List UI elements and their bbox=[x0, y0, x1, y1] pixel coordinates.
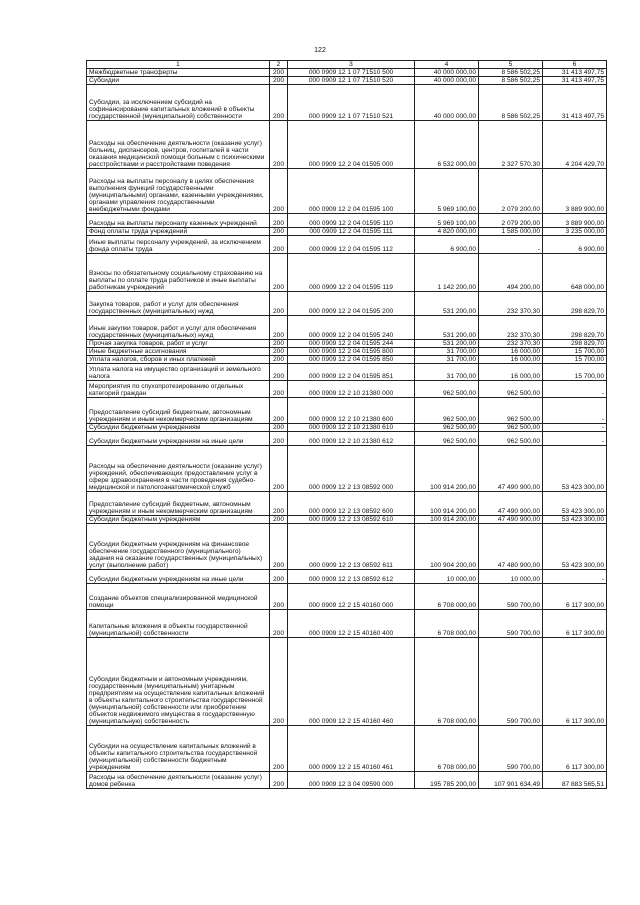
classification-code-cell: 000 0909 12 2 13 08592 611 bbox=[288, 524, 415, 570]
expense-name-cell: Предоставление субсидий бюджетным, автономным учреждениям и иным некоммерческим организациям bbox=[87, 398, 270, 424]
approved-amount-cell: 6 900,00 bbox=[415, 236, 479, 254]
executed-amount-cell: 47 480 900,00 bbox=[479, 524, 543, 570]
executed-amount-cell: 962 500,00 bbox=[479, 432, 543, 446]
approved-amount-cell: 10 000,00 bbox=[415, 570, 479, 584]
classification-code-cell: 000 0909 12 2 15 40160 000 bbox=[288, 584, 415, 610]
expense-name-cell: Субсидии bbox=[87, 77, 270, 85]
approved-amount-cell: 6 532 000,00 bbox=[415, 121, 479, 169]
table-row bbox=[87, 516, 607, 524]
column-header: 4 bbox=[415, 61, 479, 69]
table-row bbox=[87, 85, 607, 121]
executed-amount-cell: 16 000,00 bbox=[479, 356, 543, 364]
row-code-cell: 200 bbox=[270, 364, 288, 381]
row-code-cell: 200 bbox=[270, 348, 288, 356]
classification-code-cell: 000 0909 12 2 04 01595 800 bbox=[288, 348, 415, 356]
unexecuted-amount-cell: 87 883 565,51 bbox=[543, 772, 607, 789]
table-row bbox=[87, 432, 607, 446]
approved-amount-cell: 31 700,00 bbox=[415, 356, 479, 364]
approved-amount-cell: 6 708 000,00 bbox=[415, 638, 479, 726]
classification-code-cell: 000 0909 12 2 04 01595 100 bbox=[288, 169, 415, 214]
classification-code-cell: 000 0909 12 2 10 21380 000 bbox=[288, 381, 415, 398]
table-row bbox=[87, 254, 607, 292]
approved-amount-cell: 531 200,00 bbox=[415, 292, 479, 316]
classification-code-cell: 000 0909 12 2 13 08592 612 bbox=[288, 570, 415, 584]
executed-amount-cell: 10 000,00 bbox=[479, 570, 543, 584]
row-code-cell: 200 bbox=[270, 516, 288, 524]
executed-amount-cell: 8 586 502,25 bbox=[479, 77, 543, 85]
column-header: 3 bbox=[288, 61, 415, 69]
unexecuted-amount-cell: 6 117 300,00 bbox=[543, 638, 607, 726]
executed-amount-cell: 962 500,00 bbox=[479, 424, 543, 432]
unexecuted-amount-cell: 6 117 300,00 bbox=[543, 610, 607, 638]
table-body bbox=[87, 69, 607, 789]
executed-amount-cell: 16 000,00 bbox=[479, 364, 543, 381]
table-row bbox=[87, 236, 607, 254]
unexecuted-amount-cell: 298 829,70 bbox=[543, 292, 607, 316]
row-code-cell: 200 bbox=[270, 340, 288, 348]
executed-amount-cell: 1 585 000,00 bbox=[479, 228, 543, 236]
unexecuted-amount-cell: 15 700,00 bbox=[543, 364, 607, 381]
table-row bbox=[87, 446, 607, 492]
executed-amount-cell: 107 901 634,49 bbox=[479, 772, 543, 789]
expense-name-cell: Субсидии бюджетным учреждениям bbox=[87, 424, 270, 432]
expense-name-cell: Расходы на выплаты персоналу в целях обеспечения выполнения функций государственными (муниципальными) органами, казенными учреждениями, органами управления государственными внебюджетными фондами bbox=[87, 169, 270, 214]
classification-code-cell: 000 0909 12 2 04 01595 200 bbox=[288, 292, 415, 316]
approved-amount-cell: 962 500,00 bbox=[415, 381, 479, 398]
approved-amount-cell: 531 200,00 bbox=[415, 316, 479, 340]
approved-amount-cell: 1 142 200,00 bbox=[415, 254, 479, 292]
expense-name-cell: Субсидии, за исключением субсидий на софинансирование капитальных вложений в объекты государственной (муниципальной) собственности bbox=[87, 85, 270, 121]
row-code-cell: 200 bbox=[270, 77, 288, 85]
approved-amount-cell: 100 914 200,00 bbox=[415, 516, 479, 524]
unexecuted-amount-cell: 3 889 900,00 bbox=[543, 214, 607, 228]
table-row bbox=[87, 77, 607, 85]
table-row bbox=[87, 424, 607, 432]
approved-amount-cell: 6 708 000,00 bbox=[415, 610, 479, 638]
approved-amount-cell: 962 500,00 bbox=[415, 432, 479, 446]
executed-amount-cell: 16 000,00 bbox=[479, 348, 543, 356]
executed-amount-cell: 2 079 200,00 bbox=[479, 214, 543, 228]
classification-code-cell: 000 0909 12 2 10 21380 600 bbox=[288, 398, 415, 424]
column-header: 6 bbox=[543, 61, 607, 69]
executed-amount-cell: 47 490 900,00 bbox=[479, 446, 543, 492]
classification-code-cell: 000 0909 12 2 10 21380 612 bbox=[288, 432, 415, 446]
expense-name-cell: Расходы на обеспечение деятельности (оказание услуг) учреждений, обеспечивающих предоставление услуг в сфере здравоохранения в части проведения судебно-медицинской и патологоанатомической служб bbox=[87, 446, 270, 492]
approved-amount-cell: 40 000 000,00 bbox=[415, 85, 479, 121]
classification-code-cell: 000 0909 12 3 04 09590 000 bbox=[288, 772, 415, 789]
approved-amount-cell: 40 000 000,00 bbox=[415, 69, 479, 77]
unexecuted-amount-cell: 15 700,00 bbox=[543, 348, 607, 356]
classification-code-cell: 000 0909 12 2 13 08592 000 bbox=[288, 446, 415, 492]
executed-amount-cell: - bbox=[479, 236, 543, 254]
table-row bbox=[87, 398, 607, 424]
expense-name-cell: Субсидии бюджетным учреждениям bbox=[87, 516, 270, 524]
executed-amount-cell: 8 586 502,25 bbox=[479, 85, 543, 121]
expense-name-cell: Иные закупки товаров, работ и услуг для обеспечения государственных (муниципальных) нужд bbox=[87, 316, 270, 340]
approved-amount-cell: 6 708 000,00 bbox=[415, 726, 479, 772]
classification-code-cell: 000 0909 12 2 04 01595 112 bbox=[288, 236, 415, 254]
table-row bbox=[87, 610, 607, 638]
executed-amount-cell: 8 586 502,25 bbox=[479, 69, 543, 77]
row-code-cell: 200 bbox=[270, 228, 288, 236]
approved-amount-cell: 6 708 000,00 bbox=[415, 584, 479, 610]
table-row bbox=[87, 570, 607, 584]
table-header bbox=[87, 61, 607, 69]
row-code-cell: 200 bbox=[270, 121, 288, 169]
row-code-cell: 200 bbox=[270, 584, 288, 610]
unexecuted-amount-cell: - bbox=[543, 424, 607, 432]
table-row bbox=[87, 121, 607, 169]
unexecuted-amount-cell: 648 000,00 bbox=[543, 254, 607, 292]
executed-amount-cell: 590 700,00 bbox=[479, 638, 543, 726]
table-row bbox=[87, 638, 607, 726]
approved-amount-cell: 4 820 000,00 bbox=[415, 228, 479, 236]
table-row bbox=[87, 316, 607, 340]
table-row bbox=[87, 524, 607, 570]
row-code-cell: 200 bbox=[270, 316, 288, 340]
unexecuted-amount-cell: 31 413 497,75 bbox=[543, 69, 607, 77]
table-row bbox=[87, 169, 607, 214]
unexecuted-amount-cell: 6 117 300,00 bbox=[543, 726, 607, 772]
classification-code-cell: 000 0909 12 1 07 71510 520 bbox=[288, 77, 415, 85]
expense-name-cell: Субсидии на осуществление капитальных вложений в объекты капитального строительства государственной (муниципальной) собственности бюджетным учреждениям bbox=[87, 726, 270, 772]
page-number: 122 bbox=[314, 47, 326, 54]
executed-amount-cell: 47 490 900,00 bbox=[479, 516, 543, 524]
executed-amount-cell: 232 370,30 bbox=[479, 292, 543, 316]
row-code-cell: 200 bbox=[270, 726, 288, 772]
executed-amount-cell: 232 370,30 bbox=[479, 340, 543, 348]
classification-code-cell: 000 0909 12 2 04 01595 240 bbox=[288, 316, 415, 340]
executed-amount-cell: 232 370,30 bbox=[479, 316, 543, 340]
classification-code-cell: 000 0909 12 2 10 21380 610 bbox=[288, 424, 415, 432]
approved-amount-cell: 962 500,00 bbox=[415, 398, 479, 424]
executed-amount-cell: 2 327 570,30 bbox=[479, 121, 543, 169]
approved-amount-cell: 100 914 200,00 bbox=[415, 446, 479, 492]
approved-amount-cell: 31 700,00 bbox=[415, 348, 479, 356]
classification-code-cell: 000 0909 12 2 15 40160 400 bbox=[288, 610, 415, 638]
expense-name-cell: Предоставление субсидий бюджетным, автономным учреждениям и иным некоммерческим организациям bbox=[87, 492, 270, 516]
expense-name-cell: Иные выплаты персоналу учреждений, за исключением фонда оплаты труда bbox=[87, 236, 270, 254]
table-row bbox=[87, 356, 607, 364]
executed-amount-cell: 962 500,00 bbox=[479, 398, 543, 424]
executed-amount-cell: 962 500,00 bbox=[479, 381, 543, 398]
unexecuted-amount-cell: 6 900,00 bbox=[543, 236, 607, 254]
expense-name-cell: Субсидии бюджетным учреждениям на иные цели bbox=[87, 570, 270, 584]
unexecuted-amount-cell: - bbox=[543, 570, 607, 584]
approved-amount-cell: 40 000 000,00 bbox=[415, 77, 479, 85]
header-row bbox=[87, 61, 607, 69]
expense-name-cell: Фонд оплаты труда учреждений bbox=[87, 228, 270, 236]
classification-code-cell: 000 0909 12 2 04 01595 851 bbox=[288, 364, 415, 381]
row-code-cell: 200 bbox=[270, 292, 288, 316]
classification-code-cell: 000 0909 12 2 04 01595 244 bbox=[288, 340, 415, 348]
unexecuted-amount-cell: 298 829,70 bbox=[543, 340, 607, 348]
approved-amount-cell: 195 785 200,00 bbox=[415, 772, 479, 789]
expense-name-cell: Прочая закупка товаров, работ и услуг bbox=[87, 340, 270, 348]
expense-name-cell: Уплата налога на имущество организаций и земельного налога bbox=[87, 364, 270, 381]
unexecuted-amount-cell: - bbox=[543, 398, 607, 424]
row-code-cell: 200 bbox=[270, 492, 288, 516]
approved-amount-cell: 100 914 200,00 bbox=[415, 492, 479, 516]
row-code-cell: 200 bbox=[270, 214, 288, 228]
expense-name-cell: Расходы на обеспечение деятельности (оказание услуг) домов ребенка bbox=[87, 772, 270, 789]
unexecuted-amount-cell: 3 235 000,00 bbox=[543, 228, 607, 236]
row-code-cell: 200 bbox=[270, 254, 288, 292]
table-row bbox=[87, 584, 607, 610]
unexecuted-amount-cell: - bbox=[543, 432, 607, 446]
table-row bbox=[87, 381, 607, 398]
row-code-cell: 200 bbox=[270, 398, 288, 424]
expense-name-cell: Субсидии бюджетным учреждениям на финансовое обеспечение государственного (муниципального) задания на оказание государственных (муниципальных) услуг (выполнение работ) bbox=[87, 524, 270, 570]
table-row bbox=[87, 340, 607, 348]
unexecuted-amount-cell: 15 700,00 bbox=[543, 356, 607, 364]
row-code-cell: 200 bbox=[270, 610, 288, 638]
column-header: 1 bbox=[87, 61, 270, 69]
table-row bbox=[87, 364, 607, 381]
approved-amount-cell: 962 500,00 bbox=[415, 424, 479, 432]
classification-code-cell: 000 0909 12 2 13 08592 600 bbox=[288, 492, 415, 516]
expense-name-cell: Субсидии бюджетным и автономным учреждениям, государственным (муниципальным) унитарным предприятиям на осуществление капитальных вложений в объекты капитального строительства государственной (муниципальной) собственности или приобретение объектов недвижимого имущества в государственную (муниципальную) собственность bbox=[87, 638, 270, 726]
unexecuted-amount-cell: 31 413 497,75 bbox=[543, 77, 607, 85]
row-code-cell: 200 bbox=[270, 356, 288, 364]
approved-amount-cell: 531 200,00 bbox=[415, 340, 479, 348]
expense-name-cell: Иные бюджетные ассигнования bbox=[87, 348, 270, 356]
table-row bbox=[87, 292, 607, 316]
row-code-cell: 200 bbox=[270, 570, 288, 584]
classification-code-cell: 000 0909 12 2 04 01595 119 bbox=[288, 254, 415, 292]
executed-amount-cell: 494 200,00 bbox=[479, 254, 543, 292]
unexecuted-amount-cell: 53 423 300,00 bbox=[543, 516, 607, 524]
table-row bbox=[87, 492, 607, 516]
row-code-cell: 200 bbox=[270, 169, 288, 214]
unexecuted-amount-cell: 53 423 300,00 bbox=[543, 492, 607, 516]
row-code-cell: 200 bbox=[270, 446, 288, 492]
expense-name-cell: Взносы по обязательному социальному страхованию на выплаты по оплате труда работников и иные выплаты работникам учреждений bbox=[87, 254, 270, 292]
expense-name-cell: Мероприятия по спухопротезированию отдельных категорий граждан bbox=[87, 381, 270, 398]
classification-code-cell: 000 0909 12 2 04 01595 111 bbox=[288, 228, 415, 236]
expense-name-cell: Закупка товаров, работ и услуг для обеспечения государственных (муниципальных) нужд bbox=[87, 292, 270, 316]
unexecuted-amount-cell: - bbox=[543, 381, 607, 398]
table-row bbox=[87, 214, 607, 228]
row-code-cell: 200 bbox=[270, 524, 288, 570]
unexecuted-amount-cell: 53 423 300,00 bbox=[543, 446, 607, 492]
table-row bbox=[87, 772, 607, 789]
row-code-cell: 200 bbox=[270, 236, 288, 254]
classification-code-cell: 000 0909 12 2 04 01595 000 bbox=[288, 121, 415, 169]
table-row bbox=[87, 69, 607, 77]
expense-name-cell: Расходы на выплаты персоналу казенных учреждений bbox=[87, 214, 270, 228]
unexecuted-amount-cell: 4 204 429,70 bbox=[543, 121, 607, 169]
expense-name-cell: Уплата налогов, сборов и иных платежей bbox=[87, 356, 270, 364]
column-header: 5 bbox=[479, 61, 543, 69]
expense-name-cell: Капитальные вложения в объекты государственной (муниципальной) собственности bbox=[87, 610, 270, 638]
expense-name-cell: Расходы на обеспечение деятельности (оказание услуг) больниц, диспансеров, центров, госпиталей в части оказания медицинской помощи больным с психическими расстройствами и расстройствами поведения bbox=[87, 121, 270, 169]
row-code-cell: 200 bbox=[270, 85, 288, 121]
row-code-cell: 200 bbox=[270, 772, 288, 789]
classification-code-cell: 000 0909 12 2 04 01595 110 bbox=[288, 214, 415, 228]
unexecuted-amount-cell: 298 829,70 bbox=[543, 316, 607, 340]
unexecuted-amount-cell: 53 423 300,00 bbox=[543, 524, 607, 570]
approved-amount-cell: 31 700,00 bbox=[415, 364, 479, 381]
unexecuted-amount-cell: 6 117 300,00 bbox=[543, 584, 607, 610]
approved-amount-cell: 5 969 100,00 bbox=[415, 169, 479, 214]
unexecuted-amount-cell: 3 889 900,00 bbox=[543, 169, 607, 214]
expense-name-cell: Создание объектов специализированной медицинской помощи bbox=[87, 584, 270, 610]
classification-code-cell: 000 0909 12 1 07 71510 500 bbox=[288, 69, 415, 77]
column-header: 2 bbox=[270, 61, 288, 69]
classification-code-cell: 000 0909 12 2 15 40160 461 bbox=[288, 726, 415, 772]
row-code-cell: 200 bbox=[270, 432, 288, 446]
executed-amount-cell: 590 700,00 bbox=[479, 610, 543, 638]
row-code-cell: 200 bbox=[270, 381, 288, 398]
budget-table bbox=[86, 60, 607, 789]
approved-amount-cell: 100 904 200,00 bbox=[415, 524, 479, 570]
executed-amount-cell: 2 079 200,00 bbox=[479, 169, 543, 214]
row-code-cell: 200 bbox=[270, 69, 288, 77]
executed-amount-cell: 47 490 900,00 bbox=[479, 492, 543, 516]
row-code-cell: 200 bbox=[270, 638, 288, 726]
classification-code-cell: 000 0909 12 2 04 01595 850 bbox=[288, 356, 415, 364]
table-row bbox=[87, 228, 607, 236]
classification-code-cell: 000 0909 12 1 07 71510 521 bbox=[288, 85, 415, 121]
approved-amount-cell: 5 969 100,00 bbox=[415, 214, 479, 228]
executed-amount-cell: 590 700,00 bbox=[479, 584, 543, 610]
table-row bbox=[87, 726, 607, 772]
row-code-cell: 200 bbox=[270, 424, 288, 432]
table-row bbox=[87, 348, 607, 356]
expense-name-cell: Субсидии бюджетным учреждениям на иные цели bbox=[87, 432, 270, 446]
expense-name-cell: Межбюджетные трансферты bbox=[87, 69, 270, 77]
classification-code-cell: 000 0909 12 2 15 40160 460 bbox=[288, 638, 415, 726]
executed-amount-cell: 590 700,00 bbox=[479, 726, 543, 772]
classification-code-cell: 000 0909 12 2 13 08592 610 bbox=[288, 516, 415, 524]
unexecuted-amount-cell: 31 413 497,75 bbox=[543, 85, 607, 121]
